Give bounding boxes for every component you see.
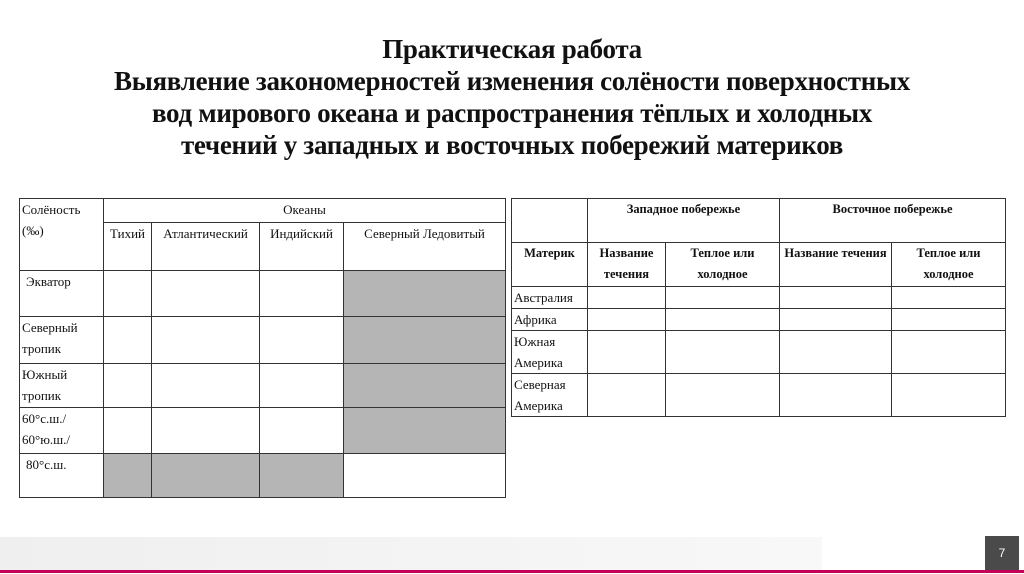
input-cell[interactable] [260, 317, 344, 363]
input-cell[interactable] [892, 331, 1006, 374]
shaded-cell [344, 363, 506, 407]
continent-header: Материк [512, 243, 588, 287]
ocean-header-atlantic: Атлантический [152, 223, 260, 271]
ocean-header-indian: Индийский [260, 223, 344, 271]
table-row [20, 453, 506, 497]
slide-title [30, 33, 994, 161]
shaded-cell [344, 271, 506, 317]
input-cell[interactable] [152, 271, 260, 317]
table-row [20, 407, 506, 453]
continent-africa: Африка [512, 309, 588, 331]
west-warm-cold-header: Теплое или холодное [666, 243, 780, 287]
east-coast-header: Восточное побережье [780, 199, 1006, 243]
input-cell[interactable] [104, 317, 152, 363]
salinity-corner-label: Солёность (‰) [20, 199, 104, 271]
continent-north-america: Северная Америка [512, 374, 588, 417]
input-cell[interactable] [260, 407, 344, 453]
table-row [20, 317, 506, 363]
input-cell[interactable] [104, 271, 152, 317]
input-cell[interactable] [260, 271, 344, 317]
east-warm-cold-header: Теплое или холодное [892, 243, 1006, 287]
title-line-2: Выявление закономерностей изменения солёности поверхностных [114, 66, 910, 96]
west-current-name-header: Название течения [588, 243, 666, 287]
input-cell[interactable] [152, 363, 260, 407]
ocean-header-arctic: Северный Ледовитый [344, 223, 506, 271]
row-label-equator: Экватор [20, 271, 104, 317]
salinity-table [19, 198, 506, 498]
page-number: 7 [985, 536, 1019, 570]
row-label-60: 60°с.ш./ 60°ю.ш./ [20, 407, 104, 453]
input-cell[interactable] [588, 374, 666, 417]
footer-accent-line [0, 570, 1024, 573]
table-row [20, 271, 506, 317]
currents-corner-cell [512, 199, 588, 243]
continent-australia: Австралия [512, 287, 588, 309]
input-cell[interactable] [666, 374, 780, 417]
title-line-3: вод мирового океана и распространения тёплых и холодных [151, 98, 873, 128]
input-cell[interactable] [152, 317, 260, 363]
currents-table [511, 198, 1006, 417]
input-cell[interactable] [666, 309, 780, 331]
shaded-cell [260, 453, 344, 497]
input-cell[interactable] [152, 407, 260, 453]
table-row [512, 287, 1006, 309]
continent-south-america: Южная Америка [512, 331, 588, 374]
row-label-south-tropic: Южный тропик [20, 363, 104, 407]
input-cell[interactable] [588, 309, 666, 331]
shaded-cell [104, 453, 152, 497]
title-line-4: течений у западных и восточных побережий материков [180, 130, 844, 160]
footer-bar [0, 537, 822, 570]
shaded-cell [344, 407, 506, 453]
row-label-80: 80°с.ш. [20, 453, 104, 497]
oceans-group-header: Океаны [104, 199, 506, 223]
input-cell[interactable] [892, 287, 1006, 309]
table-row [512, 309, 1006, 331]
input-cell[interactable] [104, 407, 152, 453]
input-cell[interactable] [588, 331, 666, 374]
table-row [20, 363, 506, 407]
input-cell[interactable] [892, 309, 1006, 331]
west-coast-header: Западное побережье [588, 199, 780, 243]
table-row [512, 331, 1006, 374]
table-row [512, 374, 1006, 417]
input-cell[interactable] [666, 287, 780, 309]
row-label-north-tropic: Северный тропик [20, 317, 104, 363]
input-cell[interactable] [892, 374, 1006, 417]
input-cell[interactable] [104, 363, 152, 407]
shaded-cell [152, 453, 260, 497]
input-cell[interactable] [780, 287, 892, 309]
input-cell[interactable] [260, 363, 344, 407]
ocean-header-pacific: Тихий [104, 223, 152, 271]
input-cell[interactable] [588, 287, 666, 309]
east-current-name-header: Название течения [780, 243, 892, 287]
shaded-cell [344, 317, 506, 363]
input-cell[interactable] [780, 309, 892, 331]
title-line-1: Практическая работа [382, 34, 642, 64]
input-cell[interactable] [666, 331, 780, 374]
input-cell[interactable] [344, 453, 506, 497]
input-cell[interactable] [780, 374, 892, 417]
input-cell[interactable] [780, 331, 892, 374]
